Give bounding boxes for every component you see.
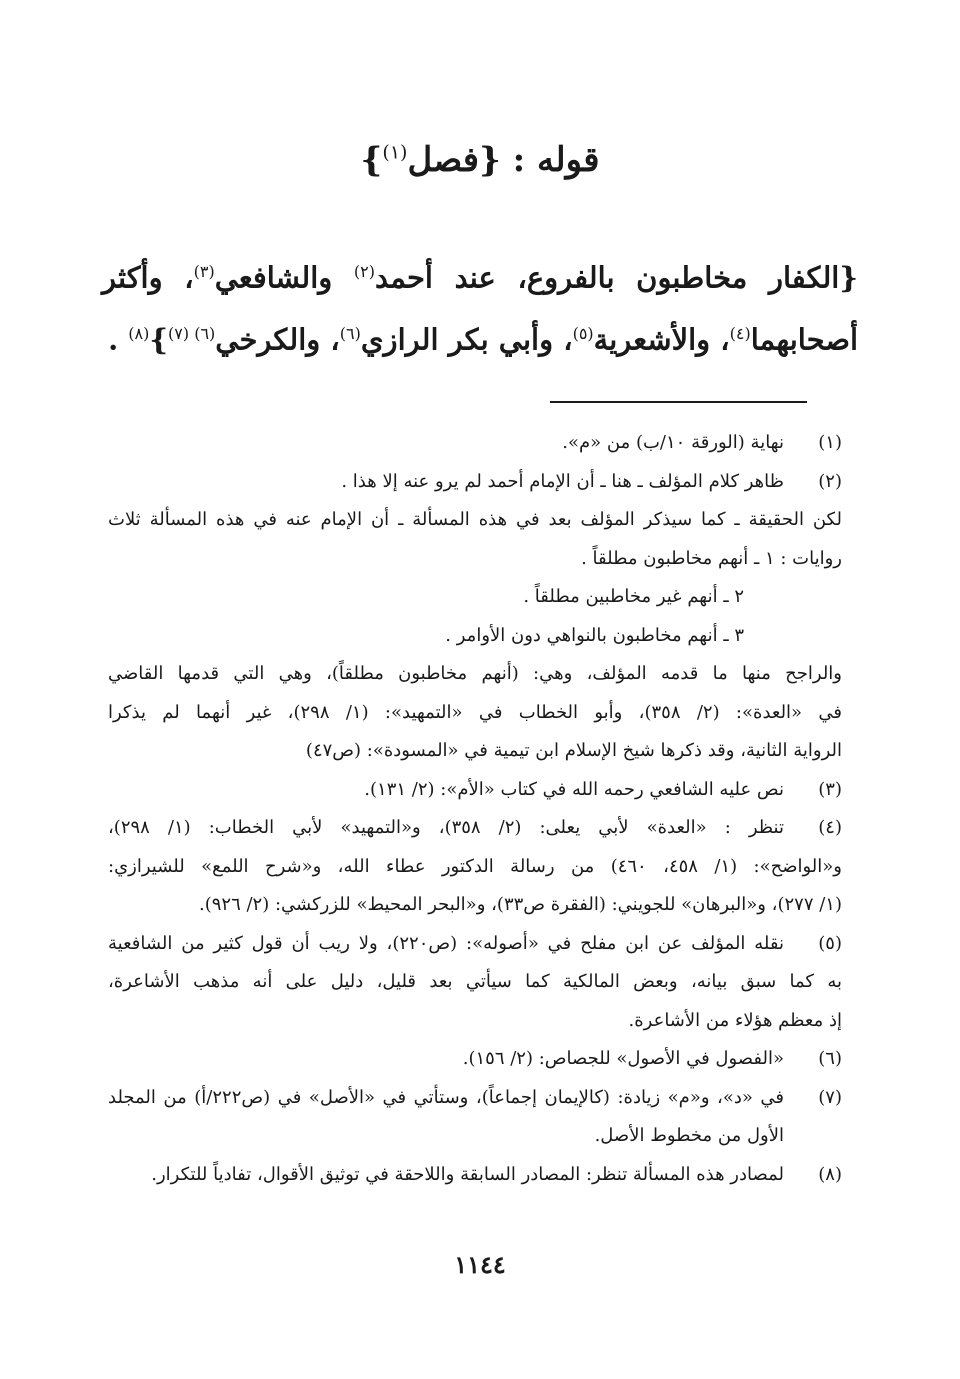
footnote-line: نص عليه الشافعي رحمه الله في كتاب «الأم»: (٢/ ١٣١).: [364, 778, 784, 800]
footnote-list-item: ٢ ـ أنهم غير مخاطبين مطلقاً .: [523, 586, 744, 607]
text-run: ، والكرخي: [215, 322, 340, 357]
footnote-line: الأول من مخطوط الأصل.: [594, 1125, 784, 1146]
footnotes: [108, 424, 842, 1194]
footnote-ref: (٤): [729, 323, 751, 343]
footnote-line: «الفصول في الأصول» للجصاص: (٢/ ١٥٦).: [462, 1048, 784, 1069]
footnote-ref: (٢): [353, 262, 376, 281]
footnote-number: (٦): [818, 1048, 842, 1069]
footnote-continuation: روايات : ١ ـ أنهم مخاطبون مطلقاً .: [581, 547, 842, 569]
text-run: }: [149, 322, 169, 357]
footnote-2: [108, 463, 842, 771]
footnote-ref: (٥): [572, 323, 594, 343]
footnote-list-item: ٣ ـ أنهم مخاطبون بالنواهي دون الأوامر .: [445, 624, 744, 646]
footnote-continuation: والراجح منها ما قدمه المؤلف، وهي: (أنهم مخاطبون مطلقاً)، وهي التي قدمها القاضي: [108, 663, 842, 684]
footnote-number: (٢): [818, 470, 842, 492]
footnote-1: [108, 424, 842, 463]
footnote-7: [108, 1079, 842, 1156]
footnote-continuation: الرواية الثانية، وقد ذكرها شيخ الإسلام ابن تيمية في «المسودة»: (ص٤٧): [305, 740, 842, 761]
footnote-number: (٥): [818, 932, 842, 954]
footnote-line: نهاية (الورقة ١٠/ب) من «م».: [562, 432, 784, 453]
footnote-line: و«الواضح»: (١/ ٤٥٨، ٤٦٠) من رسالة الدكتور عطاء الله، و«شرح اللمع» للشيرازي:: [108, 855, 843, 877]
footnote-line: لمصادر هذه المسألة تنظر: المصادر السابقة واللاحقة في توثيق الأقوال، تفادياً للتكرار.: [151, 1163, 784, 1185]
footnote-number: (١): [818, 432, 842, 453]
text-run: .: [108, 322, 129, 357]
text-run: ، والأشعرية: [593, 322, 730, 357]
main-text-line-2: [102, 306, 858, 368]
section-heading: [0, 140, 960, 180]
footnote-3: [108, 771, 842, 810]
footnote-4: [108, 809, 842, 925]
footnote-line: تنظر : «العدة» لأبي يعلى: (٢/ ٣٥٨)، و«التمهيد» لأبي الخطاب: (١/ ٢٩٨)،: [108, 817, 784, 838]
heading-prefix: قوله : {فصل: [407, 140, 600, 180]
footnote-line: ظاهر كلام المؤلف ـ هنا ـ أن الإمام أحمد لم يرو عنه إلا هذا .: [341, 470, 784, 492]
footnote-6: [108, 1040, 842, 1079]
text-run: ، وأبي بكر الرازي: [360, 322, 573, 357]
main-text-line-1: [102, 244, 858, 306]
footnote-ref: (٨): [128, 323, 150, 343]
footnote-number: (٧): [818, 1086, 842, 1108]
footnote-number: (٣): [818, 778, 842, 800]
footnote-ref: (٦): [339, 323, 361, 343]
footnote-5: [108, 925, 842, 1041]
footnote-ref: (٣): [193, 262, 215, 281]
heading-suffix: }: [360, 140, 383, 180]
footnote-number: (٤): [818, 817, 842, 838]
footnote-continuation: في «العدة»: (٢/ ٣٥٨)، وأبو الخطاب في «التمهيد»: (١/ ٢٩٨)، غير أنهما لم يذكرا: [108, 701, 842, 723]
footnote-line: نقله المؤلف عن ابن مفلح في «أصوله»: (ص٢٢٠)، ولا ريب أن قول كثير من الشافعية: [108, 932, 784, 954]
footnote-8: [108, 1156, 842, 1195]
footnote-line: في «د»، و«م» زيادة: (كالإيمان إجماعاً)، وستأتي في «الأصل» في (ص٢٢٢/أ) من المجلد: [108, 1086, 785, 1108]
footnote-ref: (٦) (٧): [168, 323, 216, 343]
main-text: [102, 244, 858, 367]
footnote-continuation: لكن الحقيقة ـ كما سيذكر المؤلف بعد في هذه المسألة ـ أن الإمام عنه في هذه المسألة ثلاث: [108, 509, 842, 530]
text-run: ، وأكثر: [102, 260, 194, 295]
page-number: ١١٤٤: [454, 1250, 506, 1279]
footnote-separator: [550, 401, 807, 403]
text-run: {الكفار مخاطبون بالفروع، عند أحمد: [375, 260, 859, 295]
footnote-line: به كما سبق بيانه، وبعض المالكية كما سيأتي بعد قليل، دليل على أنه مذهب الأشاعرة،: [108, 971, 842, 992]
heading-footnote-ref: (١): [382, 141, 408, 164]
footnote-line: إذ معظم هؤلاء من الأشاعرة.: [628, 1009, 842, 1031]
footnote-number: (٨): [818, 1163, 842, 1185]
text-run: أصحابهما: [750, 322, 858, 357]
text-run: والشافعي: [214, 260, 354, 295]
footnote-line: (١/ ٢٧٧)، و«البرهان» للجويني: (الفقرة ص٣٣)، و«البحر المحيط» للزركشي: (٢/ ٩٢٦).: [198, 894, 842, 915]
